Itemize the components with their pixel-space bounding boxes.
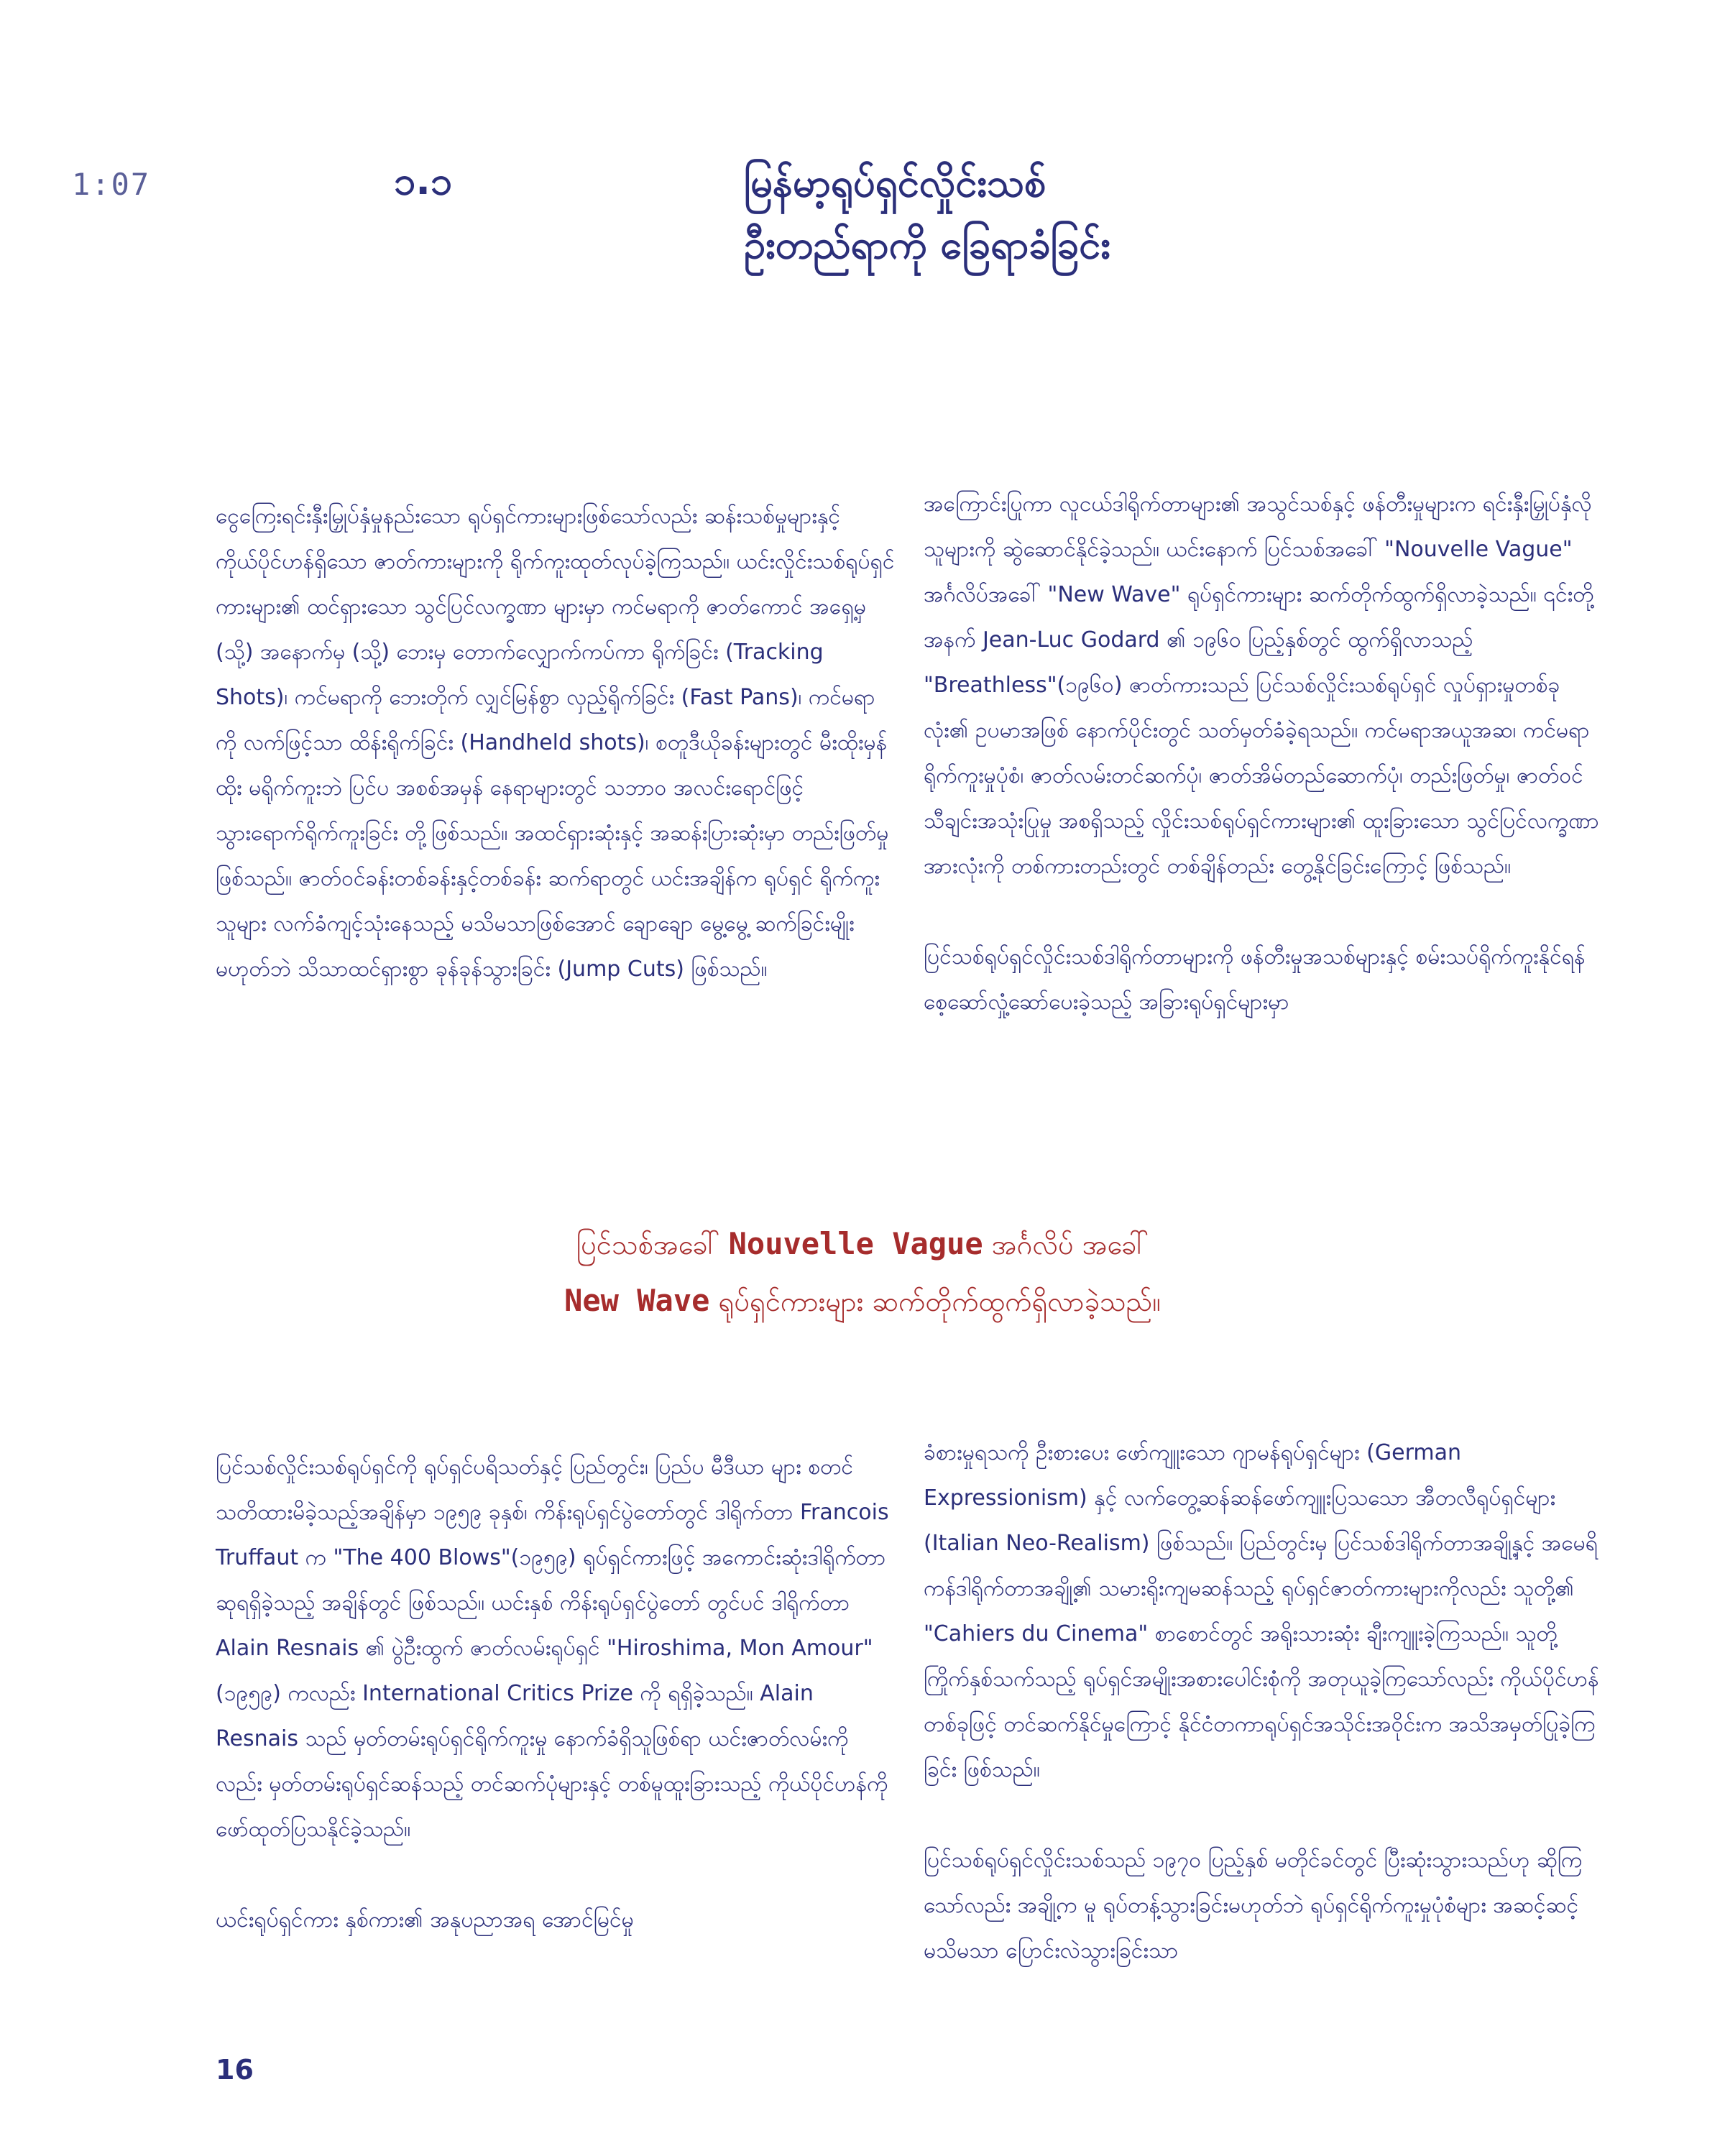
pull-quote [216, 1216, 1509, 1330]
page-number: 16 [216, 2054, 254, 2086]
column-top-left [216, 494, 895, 992]
column-bottom-left [216, 1445, 895, 1943]
paragraph: ယင်းရုပ်ရှင်ကား နှစ်ကား၏ အနုပညာအရ အောင်မြင်မှု [216, 1907, 634, 1932]
pull-quote-text: ရုပ်ရှင်ကားများ ဆက်တိုက်ထွက်ရှိလာခဲ့သည်။ [718, 1286, 1161, 1317]
pull-quote-term: New Wave [564, 1283, 710, 1318]
timestamp: 1:07 [72, 167, 151, 202]
paragraph: ပြင်သစ်လှိုင်းသစ်ရုပ်ရှင်ကို ရုပ်ရှင်ပရိသတ်နှင့် ပြည်တွင်း၊ ပြည်ပ မီဒီယာ များ စတင် သတိထားမိခဲ့သည့်အချိန်မှာ ၁၉၅၉ ခုနှစ်၊ ကိန်းရုပ်ရှင်ပွဲတော်တွင် ဒါရိုက်တာ Francois Truffaut က "The 400 Blows"(၁၉၅၉) ရုပ်ရှင်ကားဖြင့် အကောင်းဆုံးဒါရိုက်တာဆုရရှိခဲ့သည့် အချိန်တွင် ဖြစ်သည်။ ယင်းနှစ် ကိန်းရုပ်ရှင်ပွဲတော် တွင်ပင် ဒါရိုက်တာ Alain Resnais ၏ ပွဲဦးထွက် ဇာတ်လမ်းရုပ်ရှင် "Hiroshima, Mon Amour"(၁၉၅၉) ကလည်း International Critics Prize ကို ရရှိခဲ့သည်။ Alain Resnais သည် မှတ်တမ်းရုပ်ရှင်ရိုက်ကူးမှု နောက်ခံရှိသူဖြစ်ရာ ယင်းဇာတ်လမ်းကိုလည်း မှတ်တမ်းရုပ်ရှင်ဆန်သည့် တင်ဆက်ပုံများနှင့် တစ်မူထူးခြားသည့် ကိုယ်ပိုင်ဟန်ကို ဖော်ထုတ်ပြသနိုင်ခဲ့သည်။ [216, 1455, 889, 1842]
paragraph: အကြောင်းပြုကာ လူငယ်ဒါရိုက်တာများ၏ အသွင်သစ်နှင့် ဖန်တီးမှုများက ရင်းနှီးမြှုပ်နှံလိုသူများကို ဆွဲဆောင်နိုင်ခဲ့သည်။ ယင်းနောက် ပြင်သစ်အခေါ် "Nouvelle Vague" အင်္ဂလိပ်အခေါ် "New Wave" ရုပ်ရှင်ကားများ ဆက်တိုက်ထွက်ရှိလာခဲ့သည်။ ၎င်းတို့အနက် Jean-Luc Godard ၏ ၁၉၆၀ ပြည့်နှစ်တွင် ထွက်ရှိလာသည့် "Breathless"(၁၉၆၀) ဇာတ်ကားသည် ပြင်သစ်လှိုင်းသစ်ရုပ်ရှင် လှုပ်ရှားမှုတစ်ခုလုံး၏ ဥပမာအဖြစ် နောက်ပိုင်းတွင် သတ်မှတ်ခံခဲ့ရသည်။ ကင်မရာအယူအဆ၊ ကင်မရာ ရိုက်ကူးမှုပုံစံ၊ ဇာတ်လမ်းတင်ဆက်ပုံ၊ ဇာတ်အိမ်တည်ဆောက်ပုံ၊ တည်းဖြတ်မှု၊ ဇာတ်ဝင်သီချင်းအသုံးပြုမှု အစရှိသည့် လှိုင်းသစ်ရုပ်ရှင်ကားများ၏ ထူးခြားသော သွင်ပြင်လက္ခဏာအားလုံးကို တစ်ကားတည်းတွင် တစ်ချိန်တည်း တွေ့နိုင်ခြင်းကြောင့် ဖြစ်သည်။ [924, 492, 1599, 879]
page-title [744, 152, 1606, 276]
paragraph: ပြင်သစ်ရုပ်ရှင်လှိုင်းသစ်သည် ၁၉၇၀ ပြည့်နှစ် မတိုင်ခင်တွင် ပြီးဆုံးသွားသည်ဟု ဆိုကြသော်လည်း အချို့က မူ ရုပ်တန့်သွားခြင်းမဟုတ်ဘဲ ရုပ်ရှင်ရိုက်ကူးမှုပုံစံများ အဆင့်ဆင့် မသိမသာ ပြောင်းလဲသွားခြင်းသာ [924, 1848, 1583, 1963]
paragraph: ပြင်သစ်ရုပ်ရှင်လှိုင်းသစ်ဒါရိုက်တာများကို ဖန်တီးမှုအသစ်များနှင့် စမ်းသပ်ရိုက်ကူးနိုင်ရန် စေ့ဆော်လှုံ့ဆော်ပေးခဲ့သည့် အခြားရုပ်ရှင်များမှာ [924, 944, 1586, 1015]
pull-quote-text: ပြင်သစ်အခေါ် [576, 1229, 720, 1261]
paragraph: ငွေကြေးရင်းနှီးမြှုပ်နှံမှုနည်းသော ရုပ်ရှင်ကားများဖြစ်သော်လည်း ဆန်းသစ်မှုများနှင့် ကိုယ်ပိုင်ဟန်ရှိသော ဇာတ်ကားများကို ရိုက်ကူးထုတ်လုပ်ခဲ့ကြသည်။ ယင်းလှိုင်းသစ်ရုပ်ရှင်ကားများ၏ ထင်ရှားသော သွင်ပြင်လက္ခဏာ များမှာ ကင်မရာကို ဇာတ်ကောင် အရှေ့မှ (သို့) အနောက်မှ (သို့) ဘေးမှ တောက်လျှောက်ကပ်ကာ ရိုက်ခြင်း (Tracking Shots)၊ ကင်မရာကို ဘေးတိုက် လျှင်မြန်စွာ လှည့်ရိုက်ခြင်း (Fast Pans)၊ ကင်မရာကို လက်ဖြင့်သာ ထိန်းရိုက်ခြင်း (Handheld shots)၊ စတူဒီယိုခန်းများတွင် မီးထိုးမှန်ထိုး မရိုက်ကူးဘဲ ပြင်ပ အစစ်အမှန် နေရာများတွင် သဘာဝ အလင်းရောင်ဖြင့် သွားရောက်ရိုက်ကူးခြင်း တို့ဖြစ်သည်။ အထင်ရှားဆုံးနှင့် အဆန်းပြားဆုံးမှာ တည်းဖြတ်မှုဖြစ်သည်။ ဇာတ်ဝင်ခန်းတစ်ခန်းနှင့်တစ်ခန်း ဆက်ရာတွင် ယင်းအချိန်က ရုပ်ရှင် ရိုက်ကူးသူများ လက်ခံကျင့်သုံးနေသည့် မသိမသာဖြစ်အောင် ချောချော မွေ့မွေ့ ဆက်ခြင်းမျိုး မဟုတ်ဘဲ သိသာထင်ရှားစွာ ခုန်ခုန်သွားခြင်း (Jump Cuts) ဖြစ်သည်။ [216, 504, 895, 982]
column-top-right [924, 482, 1603, 1025]
pull-quote-line-2 [216, 1273, 1509, 1330]
title-line-2: ဦးတည်ရာကို ခြေရာခံခြင်း [744, 222, 1110, 267]
pull-quote-line-1 [216, 1216, 1509, 1273]
paragraph: ခံစားမှုရသကို ဦးစားပေး ဖော်ကျူးသော ဂျာမန်ရုပ်ရှင်များ (German Expressionism) နှင့် လက်တွေ့ဆန်ဆန်ဖော်ကျူးပြသသော အီတလီရုပ်ရှင်များ (Italian Neo-Realism) ဖြစ်သည်။ ပြည်တွင်းမှ ပြင်သစ်ဒါရိုက်တာအချို့နှင့် အမေရိကန်ဒါရိုက်တာအချို့၏ သမားရိုးကျမဆန်သည့် ရုပ်ရှင်ဇာတ်ကားများကိုလည်း သူတို့၏ "Cahiers du Cinema" စာစောင်တွင် အရိုးသားဆုံး ချီးကျူးခဲ့ကြသည်။ သူတို့ကြိုက်နှစ်သက်သည့် ရုပ်ရှင်အမျိုးအစားပေါင်းစုံကို အတုယူခဲ့ကြသော်လည်း ကိုယ်ပိုင်ဟန်တစ်ခုဖြင့် တင်ဆက်နိုင်မှုကြောင့် နိုင်ငံတကာရုပ်ရှင်အသိုင်းအဝိုင်းက အသိအမှတ်ပြုခဲ့ကြခြင်း ဖြစ်သည်။ [924, 1440, 1599, 1782]
pull-quote-term: Nouvelle Vague [728, 1226, 983, 1261]
section-number: ၁.၁ [394, 158, 453, 203]
pull-quote-text: အင်္ဂလိပ် အခေါ် [991, 1229, 1149, 1261]
column-bottom-right [924, 1430, 1603, 1973]
title-line-1: မြန်မာ့ရုပ်ရှင်လှိုင်းသစ် [744, 160, 1046, 206]
